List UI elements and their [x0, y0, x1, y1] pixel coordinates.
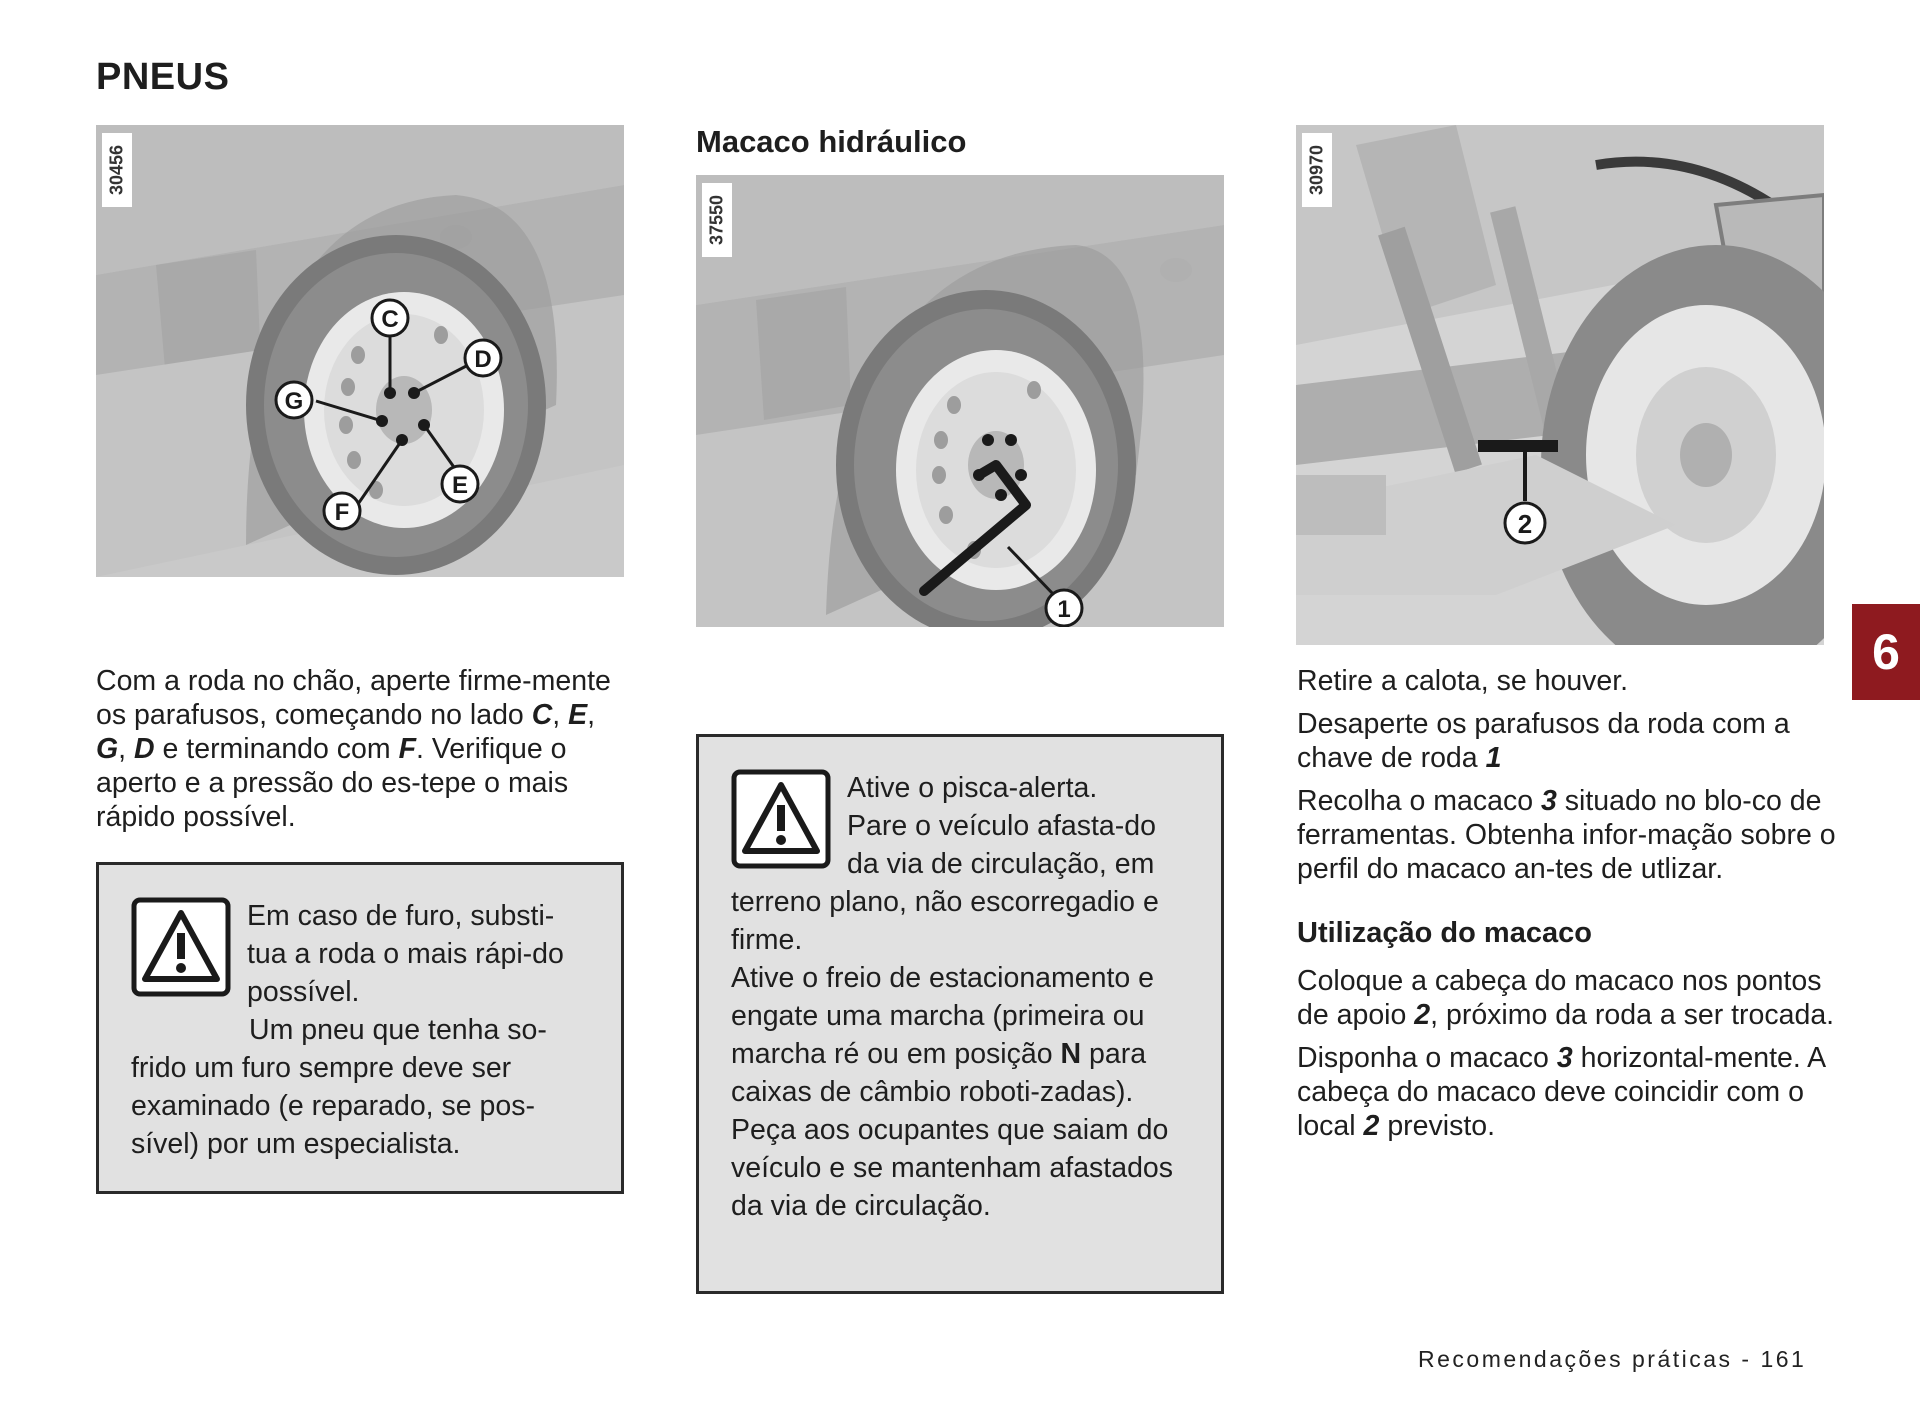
label-d: D — [474, 346, 492, 373]
park-vehicle-text: Pare o veículo afasta-do da via de circulação, em terreno plano, não escorregadio e firme. — [731, 810, 1159, 956]
tighten-paragraph: Com a roda no chão, aperte firme-mente os parafusos, começando no lado C, E, G, D e terminando com F. Verifique o aperto e a pressão do es-tepe o mais rápido possível. — [96, 665, 611, 833]
label-g: G — [284, 388, 304, 415]
wheel-removal-instructions — [1297, 664, 1837, 1152]
warning-triangle-icon — [131, 897, 231, 997]
remove-hubcap-text: Retire a calota, se houver. — [1297, 665, 1629, 697]
page-footer: Recomendações práticas - 161 — [1418, 1346, 1807, 1372]
loosen-bolts-text: Desaperte os parafusos da roda com a chave de roda 1 — [1297, 708, 1790, 774]
figure-code: 30456 — [102, 133, 132, 207]
position-jack-text: Coloque a cabeça do macaco nos pontos de apoio 2, próximo da roda a ser trocada. — [1297, 965, 1835, 1031]
chapter-tab: 6 — [1852, 604, 1920, 700]
parking-brake-text: Ative o freio de estacionamento e engate uma marcha (primeira ou marcha ré ou em posição N para caixas de câmbio roboti-zadas). — [731, 962, 1155, 1108]
label-f: F — [334, 499, 350, 526]
label-e: E — [451, 472, 469, 499]
safety-warning-box — [696, 734, 1224, 1294]
wheel-bolts-illustration — [96, 125, 624, 577]
figure-code: 30970 — [1302, 133, 1332, 207]
tighten-instructions — [96, 664, 626, 843]
label-1: 1 — [1057, 596, 1071, 623]
label-2: 2 — [1517, 509, 1533, 539]
puncture-warning-text-2: Um pneu que tenha so-frido um furo sempre deve ser examinado (e reparado, se pos-sível) por um especialista. — [131, 1014, 547, 1160]
wheel-bolts-figure — [96, 125, 624, 577]
occupants-text: Peça aos ocupantes que saiam do veículo e se mantenham afastados da via de circulação. — [731, 1114, 1174, 1222]
warning-triangle-icon — [731, 769, 831, 869]
wheel-wrench-figure — [696, 175, 1224, 627]
puncture-warning-box — [96, 862, 624, 1194]
hydraulic-jack-heading: Macaco hidráulico — [696, 124, 967, 159]
jack-point-illustration — [1296, 125, 1824, 645]
jack-usage-heading: Utilização do macaco — [1297, 917, 1592, 949]
figure-code: 37550 — [702, 183, 732, 257]
collect-jack-text: Recolha o macaco 3 situado no blo-co de ferramentas. Obtenha infor-mação sobre o perfil do macaco an-tes de utlizar. — [1297, 785, 1836, 885]
wheel-wrench-illustration — [696, 175, 1224, 627]
page-title: PNEUS — [96, 56, 230, 98]
label-c: C — [381, 306, 399, 333]
puncture-warning-text-1: Em caso de furo, substi-tua a roda o mais rápi-do possível. — [247, 900, 564, 1008]
jack-horizontal-text: Disponha o macaco 3 horizontal-mente. A cabeça do macaco deve coincidir com o local 2 previsto. — [1297, 1042, 1825, 1142]
jack-point-figure — [1296, 125, 1824, 645]
hazard-lights-text: Ative o pisca-alerta. — [847, 772, 1098, 804]
